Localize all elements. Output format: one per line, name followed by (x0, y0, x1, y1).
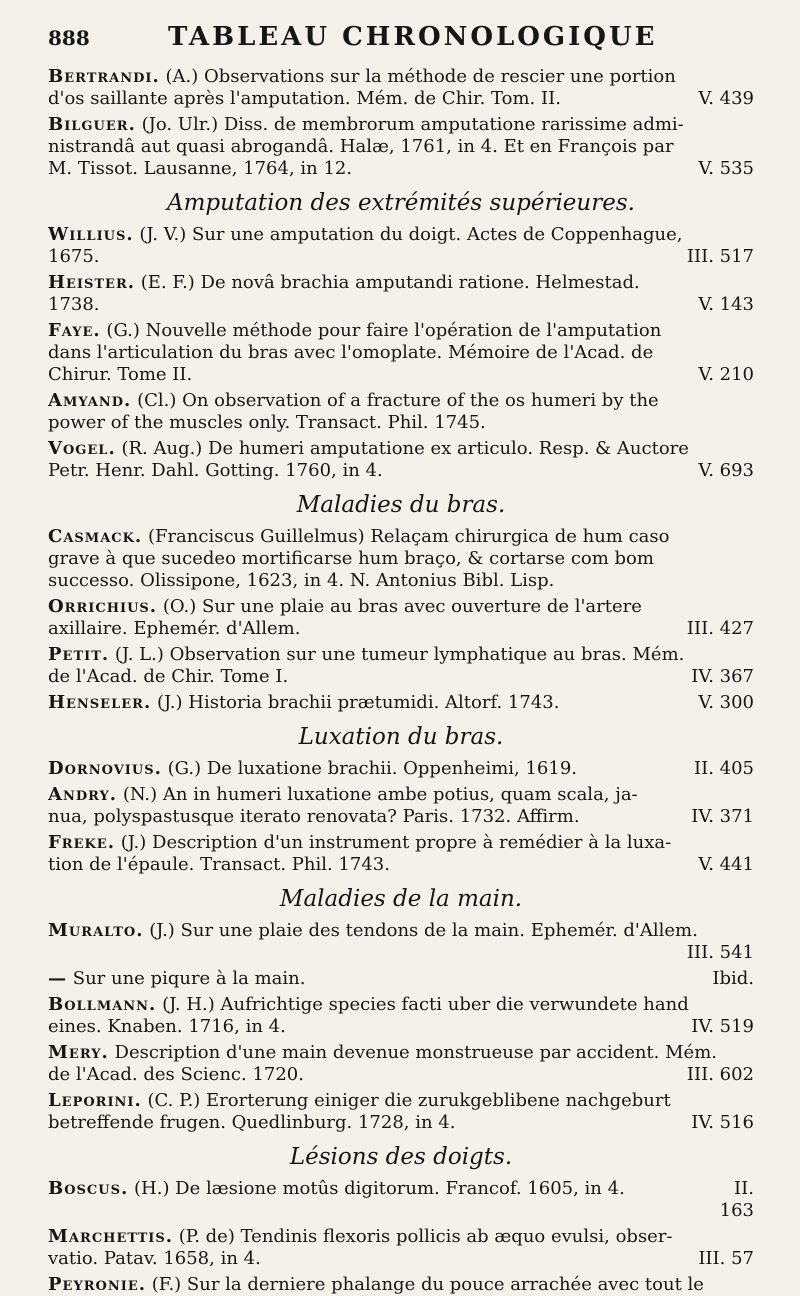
entry-reference: III. 602 (686, 1064, 754, 1085)
entry-reference: III. 541 (686, 942, 754, 963)
entry-reference: IV. 371 (691, 806, 754, 827)
bibliography-entry (48, 692, 754, 714)
bibliography-entry (48, 920, 754, 964)
entry-text: betreffende frugen. Quedlinburg. 1728, in 4. (48, 1112, 456, 1133)
entry-text: Petr. Henr. Dahl. Gotting. 1760, in 4. (48, 460, 383, 481)
entry-line (48, 272, 754, 294)
entry-line (48, 758, 754, 780)
entry-text: 1675. (48, 246, 100, 267)
entry-text: d'os saillante après l'amputation. Mém. de Chir. Tom. II. (48, 88, 561, 109)
entry-line (48, 968, 754, 990)
entry-text: (J. H.) Aufrichtige species facti uber die verwundete hand (162, 994, 689, 1015)
bibliography-entry (48, 1274, 754, 1296)
entry-reference: III. 427 (686, 618, 754, 639)
entry-line (48, 994, 754, 1016)
entry-reference: V. 300 (698, 692, 754, 713)
entry-line (48, 320, 754, 342)
entry-text: (N.) An in humeri luxatione ambe potius, quam scala, ja- (122, 784, 638, 805)
entry-line (48, 224, 754, 246)
entry-author: Bollmann. (48, 994, 157, 1015)
entry-text: de l'Acad. de Chir. Tome I. (48, 666, 289, 687)
entry-line (48, 1226, 754, 1248)
entry-line (48, 920, 754, 942)
entry-line (48, 66, 754, 88)
entry-reference: III. 57 (698, 1248, 754, 1269)
bibliography-entry (48, 596, 754, 640)
entry-reference: IV. 367 (691, 666, 754, 687)
entry-text: grave à que sucedeo mortificarse hum braço, & cortarse com bom (48, 548, 654, 569)
entry-line (48, 526, 754, 548)
entry-text: successo. Olissipone, 1623, in 4. N. Antonius Bibl. Lisp. (48, 570, 555, 591)
entry-line (48, 832, 754, 854)
entry-author: Bertrandi. (48, 66, 160, 87)
entry-author: Vogel. (48, 438, 116, 459)
entry-text: (A.) Observations sur la méthode de rescier une portion (165, 66, 676, 87)
entry-line (48, 692, 754, 714)
bibliography-entry (48, 272, 754, 316)
section-title: Lésions des doigts. (289, 1144, 513, 1170)
entry-reference: V. 693 (698, 460, 754, 481)
bibliography-entry (48, 1042, 754, 1086)
entry-text: (P. de) Tendinis flexoris pollicis ab æquo evulsi, obser- (178, 1226, 673, 1247)
entry-author: Dornovius. (48, 758, 162, 779)
entry-reference: V. 210 (698, 364, 754, 385)
entry-text: (J.) Description d'un instrument propre à remédier à la luxa- (120, 832, 672, 853)
bibliography-entry (48, 1178, 754, 1222)
entry-text: axillaire. Ephemér. d'Allem. (48, 618, 301, 639)
entry-author: Andry. (48, 784, 118, 805)
entry-text: eines. Knaben. 1716, in 4. (48, 1016, 286, 1037)
entry-author: Boscus. (48, 1178, 129, 1199)
entry-reference: IV. 516 (691, 1112, 754, 1133)
entry-text: (Franciscus Guillelmus) Relaçam chirurgica de hum caso (147, 526, 670, 547)
entry-author: Freke. (48, 832, 115, 853)
bibliography-entry (48, 1090, 754, 1134)
entry-reference: Ibid. (712, 968, 754, 989)
entry-reference: V. 441 (698, 854, 754, 875)
entry-author: — (48, 968, 67, 989)
entry-text: dans l'articulation du bras avec l'omoplate. Mémoire de l'Acad. de (48, 342, 654, 363)
entry-line (48, 460, 754, 482)
bibliography-entry (48, 994, 754, 1038)
entry-text: de l'Acad. des Scienc. 1720. (48, 1064, 304, 1085)
entry-author: Amyand. (48, 390, 132, 411)
entry-line (48, 1064, 754, 1086)
bibliography-entry (48, 832, 754, 876)
entry-author: Orrichius. (48, 596, 158, 617)
entry-line (48, 342, 754, 364)
page-content (48, 66, 754, 1296)
entry-line (48, 1200, 754, 1222)
entry-line (48, 854, 754, 876)
entry-text: (J. V.) Sur une amputation du doigt. Actes de Coppenhague, (139, 224, 683, 245)
entry-line (48, 618, 754, 640)
entry-text: (G.) Nouvelle méthode pour faire l'opération de l'amputation (106, 320, 662, 341)
entry-author: Peyronie. (48, 1274, 146, 1295)
entry-text: nistrandâ aut quasi abrogandâ. Halæ, 1761, in 4. Et en François par (48, 136, 674, 157)
bibliography-entry (48, 758, 754, 780)
entry-line (48, 294, 754, 316)
entry-text: 1738. (48, 294, 100, 315)
entry-line (48, 806, 754, 828)
entry-reference: V. 439 (698, 88, 754, 109)
entry-author: Henseler. (48, 692, 152, 713)
page-number: 888 (48, 26, 90, 50)
entry-line (48, 88, 754, 110)
entry-text: (C. P.) Erorterung einiger die zurukgeblibene nachgeburt (147, 1090, 671, 1111)
entry-author: Heister. (48, 272, 136, 293)
bibliography-entry (48, 66, 754, 110)
entry-text: (J. L.) Observation sur une tumeur lymphatique au bras. Mém. (114, 644, 685, 665)
entry-text: (O.) Sur une plaie au bras avec ouverture de l'artere (162, 596, 642, 617)
page-header (48, 22, 754, 66)
entry-reference: III. 517 (686, 246, 754, 267)
entry-line (48, 364, 754, 386)
entry-text: (Cl.) On observation of a fracture of the os humeri by the (137, 390, 659, 411)
entry-line (48, 390, 754, 412)
bibliography-entry (48, 968, 754, 990)
entry-author: Mery. (48, 1042, 109, 1063)
entry-line (48, 942, 754, 964)
bibliography-entry (48, 784, 754, 828)
bibliography-entry (48, 1226, 754, 1270)
running-title: TABLEAU CHRONOLOGIQUE (168, 22, 658, 52)
entry-text: (G.) De luxatione brachii. Oppenheimi, 1619. (167, 758, 578, 779)
section-title: Maladies du bras. (296, 492, 506, 518)
bibliography-entry (48, 644, 754, 688)
entry-line (48, 136, 754, 158)
entry-text: tion de l'épaule. Transact. Phil. 1743. (48, 854, 390, 875)
entry-line (48, 1090, 754, 1112)
entry-line (48, 1248, 754, 1270)
bibliography-entry (48, 114, 754, 180)
entry-reference: V. 535 (698, 158, 754, 179)
section-title: Luxation du bras. (298, 724, 504, 750)
entry-text: (J.) Historia brachii prætumidi. Altorf. 1743. (156, 692, 560, 713)
entry-author: Petit. (48, 644, 110, 665)
bibliography-entry (48, 224, 754, 268)
entry-author: Muralto. (48, 920, 144, 941)
bibliography-entry (48, 438, 754, 482)
entry-author: Bilguer. (48, 114, 136, 135)
section-title: Amputation des extrémités supérieures. (167, 190, 635, 216)
entry-line (48, 1274, 754, 1296)
entry-author: Faye. (48, 320, 101, 341)
bibliography-entry (48, 526, 754, 592)
entry-text: power of the muscles only. Transact. Phil. 1745. (48, 412, 486, 433)
entry-text: M. Tissot. Lausanne, 1764, in 12. (48, 158, 353, 179)
entry-text: (F.) Sur la derniere phalange du pouce arrachée avec tout le (151, 1274, 704, 1295)
entry-author: Casmack. (48, 526, 143, 547)
entry-line (48, 784, 754, 806)
entry-text: (H.) De læsione motûs digitorum. Francof. 1605, in 4. (134, 1178, 625, 1199)
bibliography-entry (48, 390, 754, 434)
entry-text: (E. F.) De novâ brachia amputandi ratione. Helmestad. (140, 272, 640, 293)
entry-line (48, 412, 754, 434)
entry-line (48, 438, 754, 460)
entry-author: Marchettis. (48, 1226, 173, 1247)
entry-text: (J.) Sur une plaie des tendons de la main. Ephemér. d'Allem. (149, 920, 698, 941)
entry-text: Chirur. Tome II. (48, 364, 193, 385)
entry-text: Description d'une main devenue monstrueuse par accident. Mém. (114, 1042, 717, 1063)
entry-text: Sur une piqure à la main. (72, 968, 306, 989)
section-title: Maladies de la main. (279, 886, 523, 912)
entry-author: Leporini. (48, 1090, 142, 1111)
entry-text: nua, polyspastusque iterato renovata? Paris. 1732. Affirm. (48, 806, 580, 827)
entry-line (48, 114, 754, 136)
entry-line (48, 1042, 754, 1064)
entry-line (48, 596, 754, 618)
bibliography-entry (48, 320, 754, 386)
entry-line (48, 1016, 754, 1038)
entry-line (48, 1178, 754, 1200)
entry-line (48, 548, 754, 570)
entry-line (48, 666, 754, 688)
entry-reference: II. (734, 1178, 754, 1199)
entry-reference: 163 (719, 1200, 754, 1221)
entry-reference: II. 405 (693, 758, 754, 779)
entry-line (48, 1112, 754, 1134)
entry-author: Willius. (48, 224, 134, 245)
entry-line (48, 246, 754, 268)
entry-text: (Jo. Ulr.) Diss. de membrorum amputatione rarissime admi- (141, 114, 684, 135)
entry-line (48, 644, 754, 666)
entry-line (48, 570, 754, 592)
entry-reference: V. 143 (698, 294, 754, 315)
entry-line (48, 158, 754, 180)
entry-text: vatio. Patav. 1658, in 4. (48, 1248, 261, 1269)
entry-text: (R. Aug.) De humeri amputatione ex articulo. Resp. & Auctore (121, 438, 689, 459)
entry-reference: IV. 519 (691, 1016, 754, 1037)
